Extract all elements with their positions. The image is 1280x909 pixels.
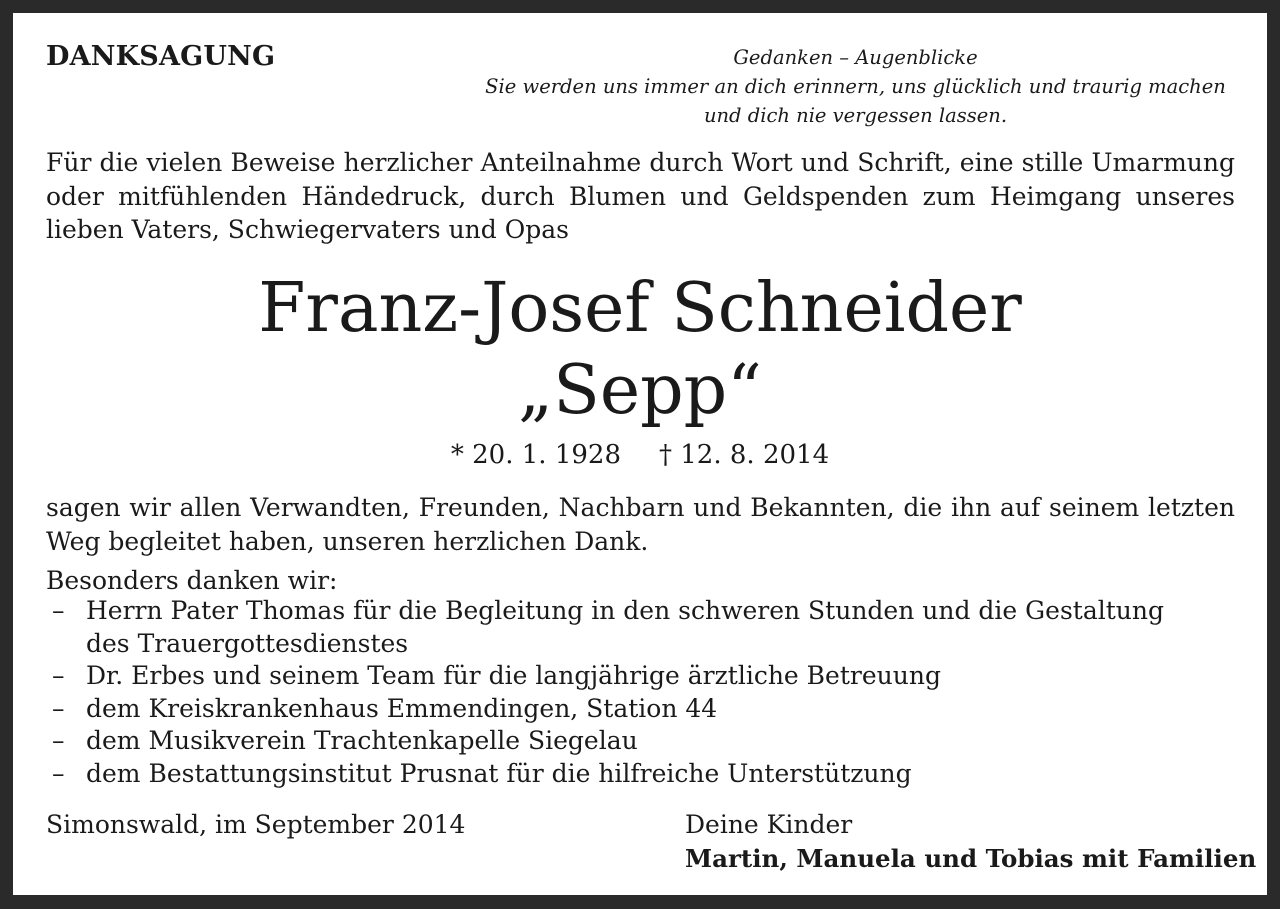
death-date: † 12. 8. 2014 bbox=[659, 440, 830, 470]
list-item-text: dem Bestattungsinstitut Prusnat für die hilfreiche Unterstützung bbox=[86, 758, 912, 788]
list-item-text: dem Musikverein Trachtenkapelle Siegelau bbox=[86, 726, 638, 755]
thanks-paragraph: sagen wir allen Verwandten, Freunden, Nachbarn und Bekannten, die ihn auf seinem letzten Weg begleitet haben, unseren herzlichen Dank. bbox=[46, 493, 1235, 556]
list-item-text: Herrn Pater Thomas für die Begleitung in den schweren Stunden und die Gestaltung des Trauergottesdienstes bbox=[86, 596, 1164, 658]
life-dates bbox=[13, 438, 1267, 472]
signers-names: Martin, Manuela und Tobias mit Familien bbox=[685, 844, 1257, 873]
bullet-dash: – bbox=[52, 693, 65, 723]
list-item bbox=[46, 660, 1206, 693]
list-item bbox=[46, 725, 1206, 758]
deceased-name: Franz-Josef Schneider bbox=[258, 269, 1022, 348]
list-item bbox=[46, 595, 1206, 660]
deceased-nickname: „Sepp“ bbox=[518, 351, 762, 430]
bullet-dash: – bbox=[52, 726, 65, 755]
birth-date: * 20. 1. 1928 bbox=[450, 440, 621, 470]
bullet-dash: – bbox=[52, 596, 65, 625]
memorial-quote bbox=[468, 43, 1243, 130]
intro-paragraph: Für die vielen Beweise herzlicher Anteilnahme durch Wort und Schrift, eine stille Umarmung oder mitfühlenden Händedruck, durch Blumen und Geldspenden zum Heimgang unseres lieben Vaters, Schwiegervaters und Opas bbox=[46, 148, 1235, 244]
bullet-dash: – bbox=[52, 661, 65, 690]
bullet-dash: – bbox=[52, 758, 65, 788]
quote-line: Sie werden uns immer an dich erinnern, uns glücklich und traurig machen bbox=[485, 75, 1226, 98]
list-item-text: dem Kreiskrankenhaus Emmendingen, Station 44 bbox=[86, 693, 718, 723]
notice-heading: DANKSAGUNG bbox=[46, 41, 276, 72]
quote-line: Gedanken – Augenblicke bbox=[733, 46, 978, 69]
signers-intro: Deine Kinder bbox=[685, 810, 853, 839]
quote-line: und dich nie vergessen lassen. bbox=[703, 104, 1008, 127]
place-and-date: Simonswald, im September 2014 bbox=[46, 810, 466, 839]
list-item bbox=[46, 758, 1206, 791]
obituary-notice bbox=[13, 13, 1267, 895]
list-item bbox=[46, 693, 1206, 726]
special-thanks-list bbox=[46, 595, 1206, 790]
list-item-text: Dr. Erbes und seinem Team für die langjährige ärztliche Betreuung bbox=[86, 661, 941, 690]
special-thanks-title: Besonders danken wir: bbox=[46, 566, 338, 595]
